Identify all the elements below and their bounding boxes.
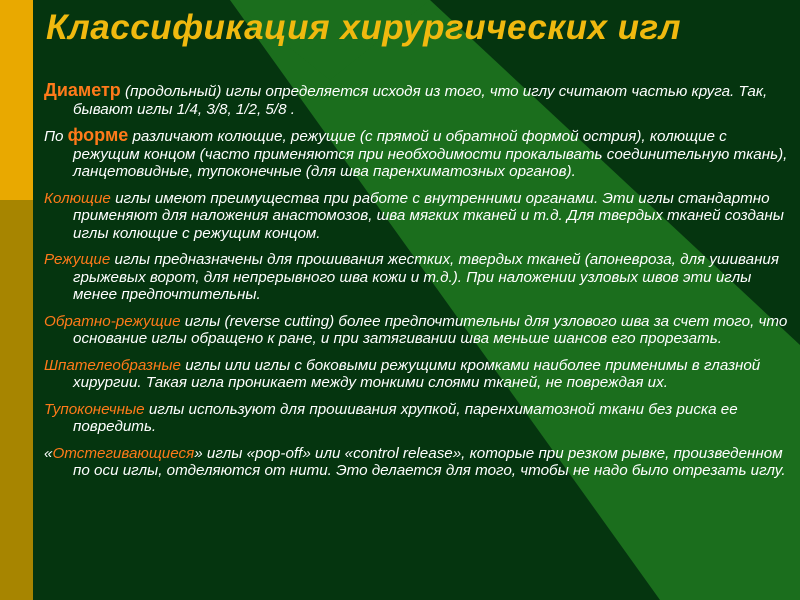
term-highlight: Обратно-режущие xyxy=(44,312,181,330)
term-highlight: Отстегивающиеся xyxy=(52,444,195,462)
paragraph-spatula: Шпателеобразные иглы или иглы с боковыми режущими кромками наиболее применимы в глазной хирургии. Такая игла проникает между тонкими слоями тканей, не повреждая их. xyxy=(44,356,761,391)
term-highlight: Режущие xyxy=(44,251,111,268)
paragraph-shape: По форме различают колющие, режущие (с прямой и обратной формой острия), колющие с режущим концом (часто применяются при необходимости прокалывать соединительную ткань), ланцетовидные, тупоконечные (для шва паренхиматозных органов). xyxy=(44,125,788,180)
term-highlight: Шпателеобразные xyxy=(44,356,181,374)
paragraph-pop-off: «Отстегивающиеся» иглы «pop-off» или «control release», которые при резком рывке, произведенном по оси иглы, отделяются от нити. Это делается для того, чтобы не надо было отрезать иглу. xyxy=(44,444,786,479)
paragraph-blunt: Тупоконечные иглы используют для прошивания хрупкой, паренхиматозной ткани без риска ее повредить. xyxy=(44,400,738,435)
paragraph-cutting: Режущие иглы предназначены для прошивания жестких, твердых тканей (апоневроза, для ушивания грыжевых ворот, для непрерывного шва кожи и т.д.). При наложении узловых швов эти иглы менее предпочтительны. xyxy=(44,251,779,303)
left-bar-bottom xyxy=(0,200,33,600)
content-body xyxy=(44,82,796,489)
left-bar-top xyxy=(0,0,33,200)
term-highlight: Диаметр xyxy=(44,80,121,100)
paragraph-piercing: Колющие иглы имеют преимущества при работе с внутренними органами. Эти иглы стандартно применяют для наложения анастомозов, шва мягких тканей и т.д. Для твердых тканей созданы иглы колющие с режущим концом. xyxy=(44,189,784,242)
page-title: Классификация хирургических игл xyxy=(46,8,681,47)
term-highlight: форме xyxy=(67,125,129,145)
paragraph-diameter: Диаметр (продольный) иглы определяется исходя из того, что иглу считают частью круга. Так, бывают иглы 1/4, 3/8, 1/2, 5/8 . xyxy=(44,80,768,118)
paragraph-reverse-cutting: Обратно-режущие иглы (reverse cutting) более предпочтительны для узлового шва за счет того, что основание иглы обращено к ране, и при затягивании шва меньше шансов его прорезать. xyxy=(44,312,788,347)
term-highlight: Тупоконечные xyxy=(44,400,145,418)
term-highlight: Колющие xyxy=(44,189,111,207)
